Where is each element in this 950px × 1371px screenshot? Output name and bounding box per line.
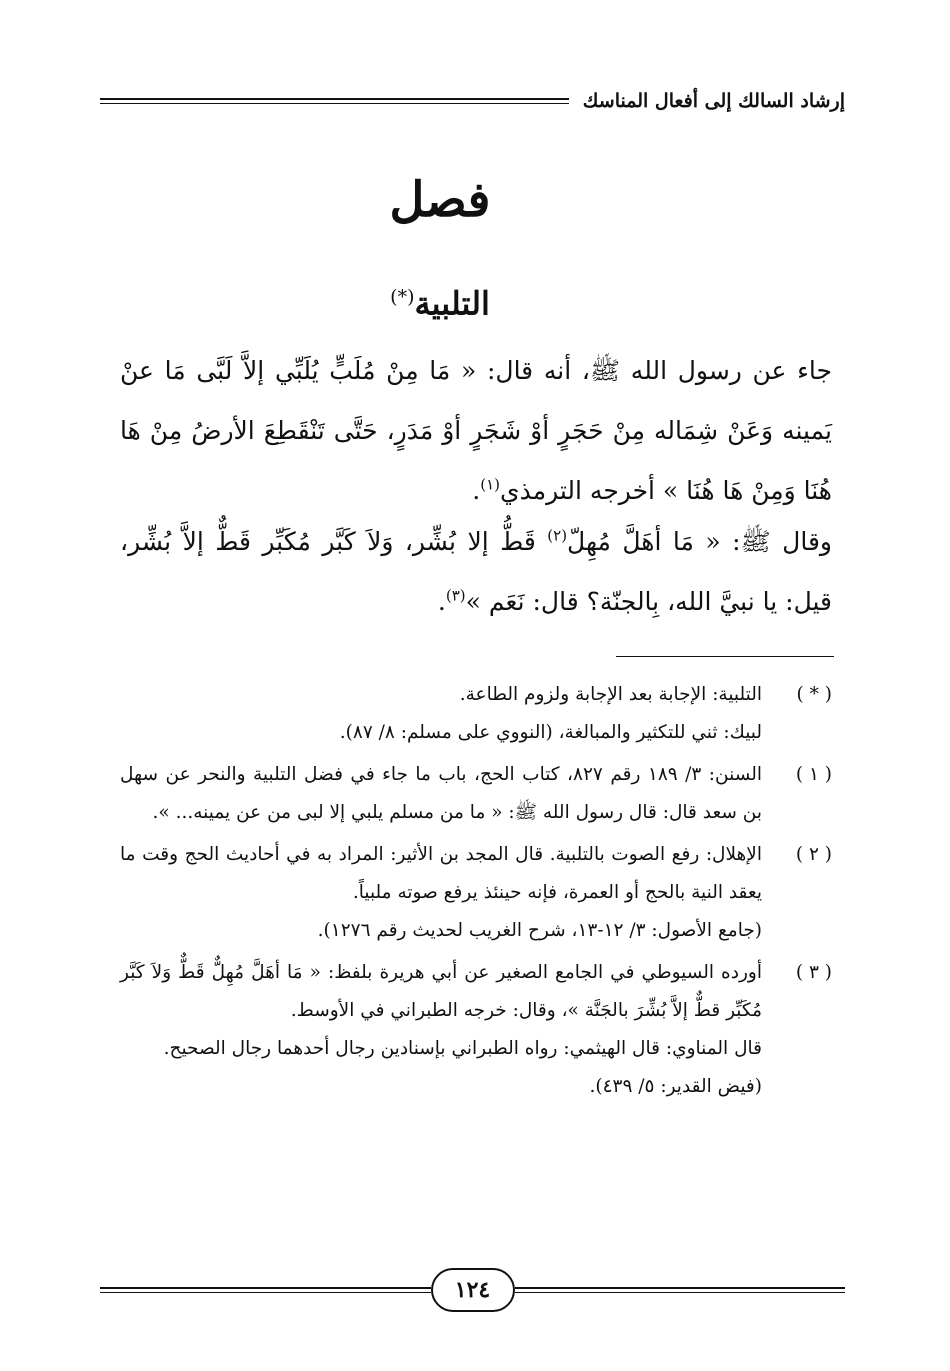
footnote-line: أورده السيوطي في الجامع الصغير عن أبي هريرة بلفظ: « مَا أهَلَّ مُهِلٌّ قَطٌّ وَلاَ كَبَّر مُكَبِّر قطٌّ إلاَّ بُشِّرَ بالجَنَّة »، وقال: خرجه الطبراني في الأوسط. <box>120 962 762 1021</box>
footnote-line: (فيض القدير: ٥/ ٤٣٩). <box>589 1076 762 1097</box>
paragraph-1 <box>120 341 832 521</box>
footnote-2 <box>120 836 832 950</box>
footnote-3 <box>120 954 832 1106</box>
page-number: ١٢٤ <box>431 1268 515 1312</box>
footer-rule-right <box>515 1287 846 1293</box>
footnote-body <box>120 676 762 752</box>
page-footer <box>100 1262 845 1318</box>
footnote-body <box>120 954 762 1106</box>
paragraph-2-tail: . <box>437 587 446 616</box>
subtitle <box>0 272 880 329</box>
footnote-line: التلبية: الإجابة بعد الإجابة ولزوم الطاعة. <box>459 684 762 705</box>
footnote-line: قال المناوي: قال الهيثمي: رواه الطبراني بإسنادين رجال أحدهما رجال الصحيح. <box>163 1038 762 1059</box>
footer-rule-left <box>100 1287 431 1293</box>
footnote-line: لبيك: ثني للتكثير والمبالغة، (النووي على مسلم: ٨/ ٨٧). <box>339 722 762 743</box>
header-rule <box>100 98 569 104</box>
paragraph-2-text-after: قَطُّ إلا بُشِّر، وَلاَ كَبَّر مُكَبِّر قَطٌّ إلاَّ بُشِّر، قيل: يا نبيَّ الله، بِالجنّة؟ قال: نَعَم » <box>120 527 832 616</box>
footnote-body <box>120 836 762 950</box>
section-title: فصل <box>389 172 491 228</box>
running-header <box>100 84 845 118</box>
footnotes <box>120 676 832 1110</box>
footnote-label: ( ٢ ) <box>795 844 832 865</box>
paragraph-1-tail: . <box>472 476 481 505</box>
footnote-label: ( ٣ ) <box>795 962 832 983</box>
footnote-separator <box>616 656 834 657</box>
footnote-label: ( ١ ) <box>795 764 832 785</box>
running-title: إرشاد السالك إلى أفعال المناسك <box>582 90 845 112</box>
paragraph-2 <box>120 512 832 632</box>
footnote-1 <box>120 756 832 832</box>
footnote-label: ( * ) <box>796 684 832 705</box>
footnote-ref-3[interactable]: (٣) <box>445 586 466 605</box>
paragraph-1-text: جاء عن رسول الله ﷺ، أنه قال: « مَا مِنْ مُلَبٍّ يُلَبِّي إلاَّ لَبَّى مَا عنْ يَمينه وَعَنْ شِمَاله مِنْ حَجَرٍ أوْ شَجَرٍ أوْ مَدَرٍ، حَتَّى تَنْقَطِعَ الأرضُ مِنْ هَا هُنَا وَمِنْ هَا هُنَا » أخرجه الترمذي <box>120 356 832 505</box>
subtitle-marker: (*) <box>390 286 415 308</box>
footnote-ref-1[interactable]: (١) <box>480 475 500 494</box>
footnote-line: الإهلال: رفع الصوت بالتلبية. قال المجد بن الأثير: المراد به في أحاديث الحج وقت ما يعقد النية بالحج أو العمرة، فإنه حينئذ يرفع صوته ملبياً. <box>120 844 762 903</box>
subtitle-text: التلبية <box>414 284 490 323</box>
footnote-star <box>120 676 832 752</box>
footnote-ref-2[interactable]: (٢) <box>547 526 568 545</box>
footnote-line: السنن: ٣/ ١٨٩ رقم ٨٢٧، كتاب الحج، باب ما جاء في فضل التلبية والنحر عن سهل بن سعد قال: قال رسول الله ﷺ: « ما من مسلم يلبي إلا لبى من عن يمينه... ». <box>120 764 762 823</box>
footnote-line: (جامع الأصول: ٣/ ١٢-١٣، شرح الغريب لحديث رقم ١٢٧٦). <box>317 920 762 941</box>
footnote-body <box>120 756 762 832</box>
paragraph-2-text-before: وقال ﷺ: « مَا أهَلَّ مُهِلّ <box>567 527 832 556</box>
